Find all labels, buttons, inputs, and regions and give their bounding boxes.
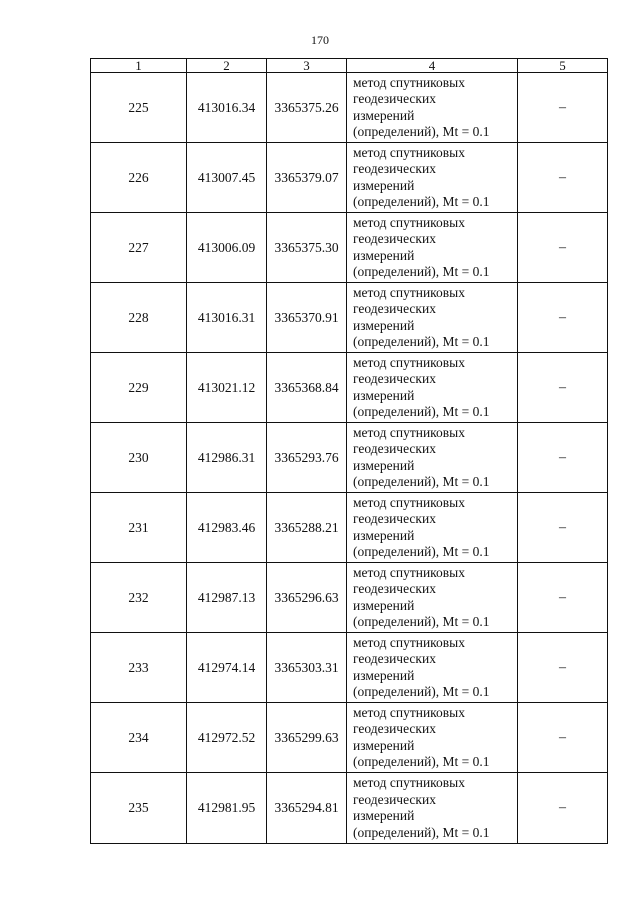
- column-header-1: 1: [91, 59, 187, 73]
- point-number: 229: [91, 353, 187, 423]
- column-header-4: 4: [347, 59, 518, 73]
- point-number: 231: [91, 493, 187, 563]
- table-row: [91, 633, 608, 703]
- table-row: [91, 423, 608, 493]
- point-number: 225: [91, 73, 187, 143]
- table-row: [91, 773, 608, 844]
- coordinate-x: 412981.95: [187, 773, 267, 844]
- note-dash: –: [518, 353, 608, 423]
- table-row: [91, 213, 608, 283]
- note-dash: –: [518, 493, 608, 563]
- note-dash: –: [518, 563, 608, 633]
- point-number: 226: [91, 143, 187, 213]
- column-header-2: 2: [187, 59, 267, 73]
- method-description: метод спутниковых геодезических измерений (определений), Mt = 0.1: [347, 563, 518, 633]
- point-number: 230: [91, 423, 187, 493]
- table-row: [91, 563, 608, 633]
- point-number: 232: [91, 563, 187, 633]
- table-row: [91, 353, 608, 423]
- column-header-3: 3: [267, 59, 347, 73]
- coordinate-y: 3365288.21: [267, 493, 347, 563]
- coordinate-y: 3365293.76: [267, 423, 347, 493]
- note-dash: –: [518, 283, 608, 353]
- table-row: [91, 703, 608, 773]
- point-number: 235: [91, 773, 187, 844]
- coordinate-y: 3365299.63: [267, 703, 347, 773]
- coordinate-x: 413006.09: [187, 213, 267, 283]
- note-dash: –: [518, 633, 608, 703]
- coordinate-y: 3365375.30: [267, 213, 347, 283]
- point-number: 228: [91, 283, 187, 353]
- point-number: 233: [91, 633, 187, 703]
- method-description: метод спутниковых геодезических измерений (определений), Mt = 0.1: [347, 493, 518, 563]
- coordinate-y: 3365296.63: [267, 563, 347, 633]
- method-description: метод спутниковых геодезических измерений (определений), Mt = 0.1: [347, 773, 518, 844]
- method-description: метод спутниковых геодезических измерений (определений), Mt = 0.1: [347, 143, 518, 213]
- note-dash: –: [518, 423, 608, 493]
- coordinate-x: 412983.46: [187, 493, 267, 563]
- method-description: метод спутниковых геодезических измерений (определений), Mt = 0.1: [347, 73, 518, 143]
- table-row: [91, 493, 608, 563]
- coordinate-y: 3365370.91: [267, 283, 347, 353]
- coordinate-x: 412987.13: [187, 563, 267, 633]
- table-header-row: [91, 59, 608, 73]
- point-number: 227: [91, 213, 187, 283]
- coordinate-x: 412974.14: [187, 633, 267, 703]
- table-body: [91, 73, 608, 844]
- coordinate-x: 413021.12: [187, 353, 267, 423]
- method-description: метод спутниковых геодезических измерений (определений), Mt = 0.1: [347, 423, 518, 493]
- coordinate-y: 3365375.26: [267, 73, 347, 143]
- coordinate-y: 3365294.81: [267, 773, 347, 844]
- method-description: метод спутниковых геодезических измерений (определений), Mt = 0.1: [347, 213, 518, 283]
- note-dash: –: [518, 73, 608, 143]
- coordinate-x: 412986.31: [187, 423, 267, 493]
- method-description: метод спутниковых геодезических измерений (определений), Mt = 0.1: [347, 633, 518, 703]
- coordinate-x: 413007.45: [187, 143, 267, 213]
- coordinate-y: 3365303.31: [267, 633, 347, 703]
- coordinate-y: 3365368.84: [267, 353, 347, 423]
- table-row: [91, 73, 608, 143]
- table-row: [91, 143, 608, 213]
- coordinates-table: [90, 58, 608, 844]
- table-row: [91, 283, 608, 353]
- note-dash: –: [518, 773, 608, 844]
- coordinate-x: 413016.34: [187, 73, 267, 143]
- note-dash: –: [518, 213, 608, 283]
- method-description: метод спутниковых геодезических измерений (определений), Mt = 0.1: [347, 283, 518, 353]
- coordinate-x: 412972.52: [187, 703, 267, 773]
- method-description: метод спутниковых геодезических измерений (определений), Mt = 0.1: [347, 703, 518, 773]
- page-number: 170: [311, 33, 329, 47]
- column-header-5: 5: [518, 59, 608, 73]
- coordinate-y: 3365379.07: [267, 143, 347, 213]
- note-dash: –: [518, 143, 608, 213]
- coordinate-x: 413016.31: [187, 283, 267, 353]
- method-description: метод спутниковых геодезических измерений (определений), Mt = 0.1: [347, 353, 518, 423]
- note-dash: –: [518, 703, 608, 773]
- point-number: 234: [91, 703, 187, 773]
